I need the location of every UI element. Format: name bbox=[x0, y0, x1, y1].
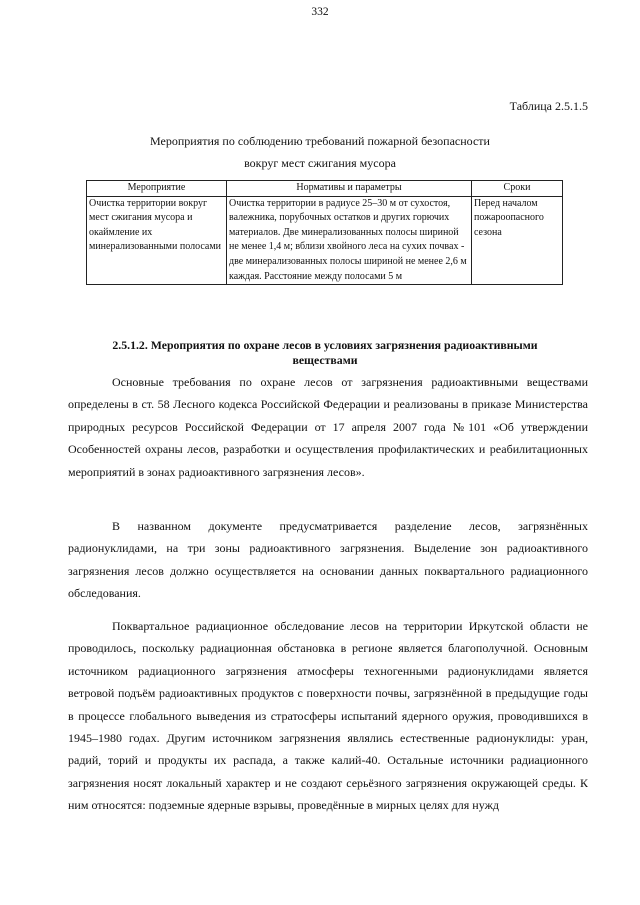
page-number: 332 bbox=[311, 6, 329, 18]
cell-terms: Перед началом пожароопасного сезона bbox=[472, 196, 563, 285]
body-paragraph: Поквартальное радиационное обследование лесов на территории Иркутской области не проводилось, поскольку радиационная обстановка в регионе является благополучной. Основным источником радиационного загрязнения атмосферы техногенными радионуклидами является ветровой подъём радиоактивных продуктов с поверхности почвы, загрязнённой в предыдущие годы в процессе глобального выведения из стратосферы испытаний ядерного оружия, проводившихся в 1945–1980 годах. Другим источником загрязнения являлись естественные радионуклиды: уран, радий, торий и продукты их распада, а также калий-40. Остальные источники радиационного загрязнения носят локальный характер и не создают серьёзного загрязнения окружающей среды. К ним относятся: подземные ядерные взрывы, проведённые в мирных целях для нужд bbox=[68, 619, 588, 813]
column-header-measure: Мероприятие bbox=[87, 181, 227, 197]
table-label: Таблица 2.5.1.5 bbox=[509, 99, 588, 113]
body-paragraph-2-container bbox=[68, 515, 588, 605]
table-title-line-1: Мероприятия по соблюдению требований пожарной безопасности bbox=[150, 134, 490, 148]
body-paragraph: Основные требования по охране лесов от загрязнения радиоактивными веществами определены в ст. 58 Лесного кодекса Российской Федерации и реализованы в приказе Министерства природных ресурсов Российской Федерации от 17 апреля 2007 года №101 «Об утверждении Особенностей охраны лесов, разработки и осуществления профилактических и реабилитационных мероприятий в зонах радиоактивного загрязнения лесов». bbox=[68, 375, 588, 479]
column-header-standards: Нормативы и параметры bbox=[227, 181, 472, 197]
section-heading: 2.5.1.2. Мероприятия по охране лесов в условиях загрязнения радиоактивными веществами bbox=[112, 338, 538, 367]
cell-standards: Очистка территории в радиусе 25–30 м от сухостоя, валежника, порубочных остатков и других горючих материалов. Две минерализованных полосы шириной не менее 1,4 м; вблизи хвойного леса на сухих почвах - две минерализованных полосы шириной не менее 2,6 м каждая. Расстояние между полосами 5 м bbox=[227, 196, 472, 285]
table-row bbox=[87, 196, 563, 285]
body-paragraph: В названном документе предусматривается разделение лесов, загрязнённых радионуклидами, на три зоны радиоактивного загрязнения. Выделение зон радиоактивного загрязнения лесов должно осуществляется на основании данных поквартального радиационного обследования. bbox=[68, 519, 588, 601]
column-header-terms: Сроки bbox=[472, 181, 563, 197]
fire-safety-measures-table bbox=[86, 180, 563, 285]
cell-measure: Очистка территории вокруг мест сжигания мусора и окаймление их минерализованными полосами bbox=[87, 196, 227, 285]
table-title bbox=[80, 130, 560, 174]
body-paragraph-1-container bbox=[68, 371, 588, 483]
table-header-row bbox=[87, 181, 563, 197]
body-paragraph-3-container bbox=[68, 615, 588, 817]
table-title-line-2: вокруг мест сжигания мусора bbox=[244, 156, 396, 170]
